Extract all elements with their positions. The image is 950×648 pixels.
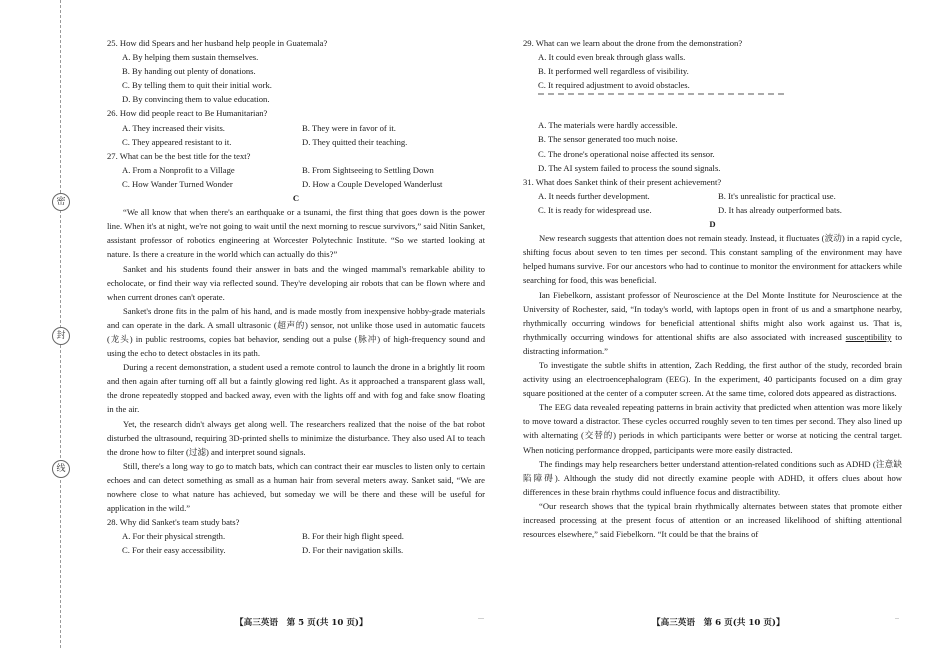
option-a: A. The materials were hardly accessible. <box>538 120 678 131</box>
question-30 <box>523 118 902 174</box>
option-d: D. How a Couple Developed Wanderlust <box>302 178 443 189</box>
binding-mark-line: 线 <box>52 460 70 478</box>
question-stem: 27. What can be the best title for the text? <box>107 150 251 161</box>
option-b: B. The sensor generated too much noise. <box>538 134 678 145</box>
option-d: D. The AI system failed to process the sound signals. <box>538 162 721 173</box>
paragraph-text: Ian Fiebelkorn, assistant professor of Neuroscience at the Del Monte Institute for Neuroscience at the University of Rochester, said, “In today's world, with laptops open in front of us and a smartphone nearby, rhythmically occurring windows for beneficial attentional shifts might also work against us. That is, rhythmically occurring windows for attentional shifts are also associated with increased <box>523 289 902 342</box>
option-c: C. The drone's operational noise affected its sensor. <box>538 148 715 159</box>
option-a: A. It needs further development. <box>538 190 650 201</box>
binding-mark-seal: 密 <box>52 193 70 211</box>
option-c: C. It required adjustment to avoid obstacles. <box>538 80 690 91</box>
page-footer: 【高三英语 第 6 页(共 10 页)】 <box>652 618 785 628</box>
option-d: D. For their navigation skills. <box>302 545 404 556</box>
option-d: D. By convincing them to value education. <box>122 94 270 105</box>
question-stem: 28. Why did Sanket's team study bats? <box>107 517 240 528</box>
passage-paragraph: Sanket and his students found their answer in bats and the winged mammal's remarkable ability to echolocate, or find their way via reflected sound. They're developing air robots that can be flown where and when current drones can't operate. <box>107 263 485 302</box>
question-31 <box>523 175 902 217</box>
footer-dots: .. <box>895 612 899 621</box>
section-heading: D <box>709 219 716 230</box>
option-a: A. From a Nonprofit to a Village <box>122 164 235 175</box>
option-b: B. It's unrealistic for practical use. <box>718 190 836 201</box>
option-c: C. For their easy accessibility. <box>122 545 226 556</box>
section-heading: C <box>292 193 300 204</box>
left-page <box>107 36 485 557</box>
binding-mark-envelope: 封 <box>52 327 70 345</box>
question-stem: 25. How did Spears and her husband help people in Guatemala? <box>107 38 328 48</box>
passage-paragraph: Still, there's a long way to go to match bats, which can contract their ear muscles to listen only to certain echoes and can detect something as small as a human hair from several meters away. Sanket said, “We are nowhere close to what nature has achieved, but someday we will be there and these will be useful for application in the wild.” <box>107 460 485 514</box>
option-c: C. How Wander Turned Wonder <box>122 178 233 189</box>
paragraph-text: to distracting information.” <box>523 331 902 356</box>
passage-paragraph: “Our research shows that the typical brain rhythmically alternates between states that promote either increased processing at the present focus of attention or an increased likelihood of shifting attentional resources elsewhere,” said Fiebelkorn. “It could be that the brains of <box>523 500 902 540</box>
passage-paragraph: The EEG data revealed repeating patterns in brain activity that predicted when attention was more likely to move toward a distractor. These cycles occurred roughly seven to ten times per second. They also lined up with alternating (交替的) periods in which participants were better or worse at noticing the central target. When noticing performance dropped, participants were more easily distracted. <box>523 402 902 455</box>
option-b: B. From Sightseeing to Settling Down <box>302 164 434 175</box>
passage-paragraph: During a recent demonstration, a student used a remote control to launch the drone in a brightly lit room and then again after turning off all but a faintly glowing red light. As it approached a transparent glass wall, the drone repeatedly stopped and backed away, even with the lights off and with fog and fake snow floating in the air. <box>107 362 485 415</box>
passage-paragraph: New research suggests that attention does not remain steady. Instead, it fluctuates (波动) in a rapid cycle, shifting focus about seven to ten times per second. This constant sampling of the environment may have helped humans survive. For our ancestors who had to continue to monitor the environment for attackers while searching for food, this was beneficial. <box>523 233 902 286</box>
option-b: B. For their high flight speed. <box>302 531 404 542</box>
option-a: A. For their physical strength. <box>122 531 226 542</box>
passage-c <box>107 205 485 515</box>
passage-paragraph: The findings may help researchers better understand attention-related conditions such as ADHD (注意缺陷障碍). Although the study did not directly examine people with ADHD, it offers clues about how differences in these brain rhythms could influence focus and distractibility. <box>523 458 902 497</box>
question-25 <box>107 36 485 106</box>
option-a: A. It could even break through glass walls. <box>538 52 686 63</box>
passage-paragraph: To investigate the subtle shifts in attention, Zach Redding, the first author of the study, recorded brain activity using an electroencephalogram (EEG). In the experiment, 40 participants focused on a dim gray square positioned at the center of a computer screen. At the same time, colored dots appeared as distractions. <box>523 359 902 399</box>
right-page <box>523 36 902 541</box>
passage-d <box>523 231 902 541</box>
question-stem: 31. What does Sanket think of their present achievement? <box>523 176 722 187</box>
option-b: B. It performed well regardless of visibility. <box>538 66 689 77</box>
option-b: B. They were in favor of it. <box>302 122 396 133</box>
option-c: C. They appeared resistant to it. <box>122 136 232 147</box>
option-d: D. It has already outperformed bats. <box>718 204 842 215</box>
underlined-word: susceptibility <box>845 331 892 342</box>
page-footer: 【高三英语 第 5 页(共 10 页)】 <box>235 618 368 628</box>
option-c: C. It is ready for widespread use. <box>538 204 652 215</box>
question-stem: 26. How did people react to Be Humanitarian? <box>107 108 268 119</box>
question-26 <box>107 106 485 148</box>
option-d: D. They quitted their teaching. <box>302 136 408 147</box>
footer-dots: ... <box>478 612 484 621</box>
question-stem: 29. What can we learn about the drone from the demonstration? <box>523 38 743 48</box>
passage-paragraph <box>523 288 902 358</box>
option-a: A. They increased their visits. <box>122 122 225 133</box>
option-a: A. By helping them sustain themselves. <box>122 52 259 63</box>
binding-line <box>60 0 61 648</box>
question-29 <box>523 36 902 92</box>
passage-paragraph: Yet, the research didn't always get along well. The researchers realized that the noise of the bat robot disturbed the ultrasound, requiring 3D-printed shells to minimize the disturbance. They also used AI to teach the drone how to filter (过滤) and interpret sound signals. <box>107 418 485 457</box>
option-b: B. By handing out plenty of donations. <box>122 66 256 77</box>
passage-paragraph: “We all know that when there's an earthquake or a tsunami, the first thing that goes down is the power line. When it's at night, we're not going to wait until the next morning to rescue survivors,” said Nitin Sanket, assistant professor of robotics engineering at Worcester Polytechnic Institute. “So we started looking at nature. Is there a creature in the world which can actually do this?” <box>107 207 485 260</box>
question-27 <box>107 149 485 191</box>
question-28 <box>107 515 485 557</box>
passage-paragraph: Sanket's drone fits in the palm of his hand, and is made mostly from inexpensive hobby-grade materials and can operate in the dark. A small ultrasonic (超声的) sensor, not unlike those used in automatic faucets (龙头) in public restrooms, copies bat behavior, sending out a pulse (脉冲) of high-frequency sound and using the echo to detect obstacles in its path. <box>107 305 485 359</box>
cropped-line <box>523 92 902 96</box>
option-c: C. By telling them to quit their initial work. <box>122 80 272 91</box>
